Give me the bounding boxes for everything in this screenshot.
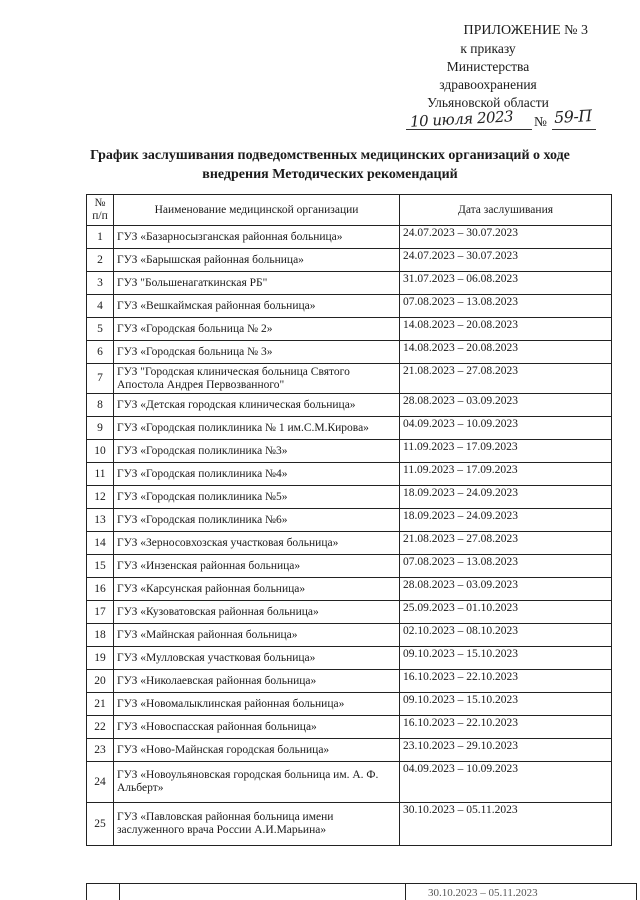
cont-num-cell (87, 884, 120, 900)
row-org-name: ГУЗ «Новоспасская районная больница» (114, 716, 400, 739)
table-row (87, 394, 612, 417)
row-date: 16.10.2023 – 22.10.2023 (400, 716, 612, 739)
row-date: 24.07.2023 – 30.07.2023 (400, 226, 612, 249)
table-row (87, 762, 612, 803)
row-num: 3 (87, 272, 114, 295)
table-row (87, 578, 612, 601)
table-row (87, 509, 612, 532)
row-date: 24.07.2023 – 30.07.2023 (400, 249, 612, 272)
row-org-name: ГУЗ "Большенагаткинская РБ" (114, 272, 400, 295)
row-num: 21 (87, 693, 114, 716)
table-row (87, 295, 612, 318)
row-date: 30.10.2023 – 05.11.2023 (400, 803, 612, 846)
row-num: 22 (87, 716, 114, 739)
row-org-name: ГУЗ «Городская поликлиника №6» (114, 509, 400, 532)
header-line-order: к приказу (388, 40, 588, 58)
order-signature-line (406, 110, 596, 132)
row-num: 2 (87, 249, 114, 272)
row-org-name: ГУЗ «Новомалыклинская районная больница» (114, 693, 400, 716)
row-num: 1 (87, 226, 114, 249)
table-header-row (87, 195, 612, 226)
table-row (87, 440, 612, 463)
row-date: 04.09.2023 – 10.09.2023 (400, 417, 612, 440)
row-date: 14.08.2023 – 20.08.2023 (400, 341, 612, 364)
row-date: 11.09.2023 – 17.09.2023 (400, 463, 612, 486)
row-num: 16 (87, 578, 114, 601)
table-row (87, 670, 612, 693)
row-org-name: ГУЗ «Вешкаймская районная больница» (114, 295, 400, 318)
row-date: 18.09.2023 – 24.09.2023 (400, 509, 612, 532)
row-org-name: ГУЗ «Городская поликлиника №3» (114, 440, 400, 463)
header-date: Дата заслушивания (400, 195, 612, 226)
appendix-header (388, 22, 588, 112)
row-num: 25 (87, 803, 114, 846)
row-date: 14.08.2023 – 20.08.2023 (400, 318, 612, 341)
row-date: 25.09.2023 – 01.10.2023 (400, 601, 612, 624)
table-row (87, 601, 612, 624)
header-line-region: Ульяновской области (388, 94, 588, 112)
table-row (87, 272, 612, 295)
row-org-name: ГУЗ «Мулловская участковая больница» (114, 647, 400, 670)
row-num: 6 (87, 341, 114, 364)
row-num: 14 (87, 532, 114, 555)
handwritten-date: 10 июля 2023 (410, 107, 514, 130)
table-row (87, 739, 612, 762)
cont-date-text: 30.10.2023 – 05.11.2023 (428, 887, 538, 899)
row-num: 11 (87, 463, 114, 486)
handwritten-order-number: 59-П (554, 106, 593, 127)
row-org-name: ГУЗ «Зерносовхозская участковая больница» (114, 532, 400, 555)
row-org-name: ГУЗ «Карсунская районная больница» (114, 578, 400, 601)
row-date: 07.08.2023 – 13.08.2023 (400, 295, 612, 318)
row-num: 7 (87, 364, 114, 394)
row-org-name: ГУЗ «Детская городская клиническая больница» (114, 394, 400, 417)
title-line-2: внедрения Методических рекомендаций (70, 165, 590, 184)
row-org-name: ГУЗ «Ново-Майнская городская больница» (114, 739, 400, 762)
row-num: 15 (87, 555, 114, 578)
row-num: 13 (87, 509, 114, 532)
row-date: 11.09.2023 – 17.09.2023 (400, 440, 612, 463)
row-date: 07.08.2023 – 13.08.2023 (400, 555, 612, 578)
row-org-name: ГУЗ «Инзенская районная больница» (114, 555, 400, 578)
row-org-name: ГУЗ «Кузоватовская районная больница» (114, 601, 400, 624)
table-row (87, 693, 612, 716)
table-row (87, 647, 612, 670)
row-date: 09.10.2023 – 15.10.2023 (400, 647, 612, 670)
table-row (87, 318, 612, 341)
appendix-number: ПРИЛОЖЕНИЕ № 3 (388, 22, 588, 40)
row-org-name: ГУЗ «Павловская районная больница имени заслуженного врача России А.И.Марьина» (114, 803, 400, 846)
table-row (87, 624, 612, 647)
title-line-1: График заслушивания подведомственных медицинских организаций о ходе (70, 146, 590, 165)
header-name: Наименование медицинской организации (114, 195, 400, 226)
table-row (87, 716, 612, 739)
row-num: 9 (87, 417, 114, 440)
row-org-name: ГУЗ "Городская клиническая больница Святого Апостола Андрея Первозванного" (114, 364, 400, 394)
row-num: 5 (87, 318, 114, 341)
row-num: 4 (87, 295, 114, 318)
table-row (87, 249, 612, 272)
document-title (70, 146, 590, 184)
row-date: 18.09.2023 – 24.09.2023 (400, 486, 612, 509)
row-org-name: ГУЗ «Николаевская районная больница» (114, 670, 400, 693)
row-num: 19 (87, 647, 114, 670)
table-row (87, 226, 612, 249)
row-date: 21.08.2023 – 27.08.2023 (400, 364, 612, 394)
header-line-health: здравоохранения (388, 76, 588, 94)
row-org-name: ГУЗ «Новоульяновская городская больница им. А. Ф. Альберт» (114, 762, 400, 803)
row-date: 04.09.2023 – 10.09.2023 (400, 762, 612, 803)
row-org-name: ГУЗ «Городская поликлиника № 1 им.С.М.Кирова» (114, 417, 400, 440)
number-sign: № (534, 114, 547, 130)
table-row (87, 555, 612, 578)
row-date: 09.10.2023 – 15.10.2023 (400, 693, 612, 716)
header-num: № п/п (87, 195, 114, 226)
row-org-name: ГУЗ «Городская поликлиника №4» (114, 463, 400, 486)
table-row (87, 803, 612, 846)
row-date: 28.08.2023 – 03.09.2023 (400, 578, 612, 601)
table-row (87, 463, 612, 486)
row-org-name: ГУЗ «Барышская районная больница» (114, 249, 400, 272)
row-org-name: ГУЗ «Городская поликлиника №5» (114, 486, 400, 509)
row-org-name: ГУЗ «Городская больница № 3» (114, 341, 400, 364)
row-num: 18 (87, 624, 114, 647)
row-date: 28.08.2023 – 03.09.2023 (400, 394, 612, 417)
table-row (87, 532, 612, 555)
row-date: 16.10.2023 – 22.10.2023 (400, 670, 612, 693)
header-line-ministry: Министерства (388, 58, 588, 76)
row-date: 02.10.2023 – 08.10.2023 (400, 624, 612, 647)
row-date: 23.10.2023 – 29.10.2023 (400, 739, 612, 762)
table-row (87, 341, 612, 364)
row-org-name: ГУЗ «Базарносызганская районная больница» (114, 226, 400, 249)
row-num: 12 (87, 486, 114, 509)
row-num: 23 (87, 739, 114, 762)
table-row (87, 364, 612, 394)
row-num: 20 (87, 670, 114, 693)
table-row (87, 417, 612, 440)
row-date: 21.08.2023 – 27.08.2023 (400, 532, 612, 555)
row-num: 10 (87, 440, 114, 463)
row-org-name: ГУЗ «Майнская районная больница» (114, 624, 400, 647)
number-underline (552, 129, 596, 130)
cont-name-cell (120, 884, 406, 900)
row-date: 31.07.2023 – 06.08.2023 (400, 272, 612, 295)
row-org-name: ГУЗ «Городская больница № 2» (114, 318, 400, 341)
table-continuation (86, 883, 637, 900)
row-num: 8 (87, 394, 114, 417)
table-row (87, 486, 612, 509)
cont-date-cell (406, 884, 637, 900)
row-num: 17 (87, 601, 114, 624)
schedule-table (86, 194, 612, 846)
row-num: 24 (87, 762, 114, 803)
